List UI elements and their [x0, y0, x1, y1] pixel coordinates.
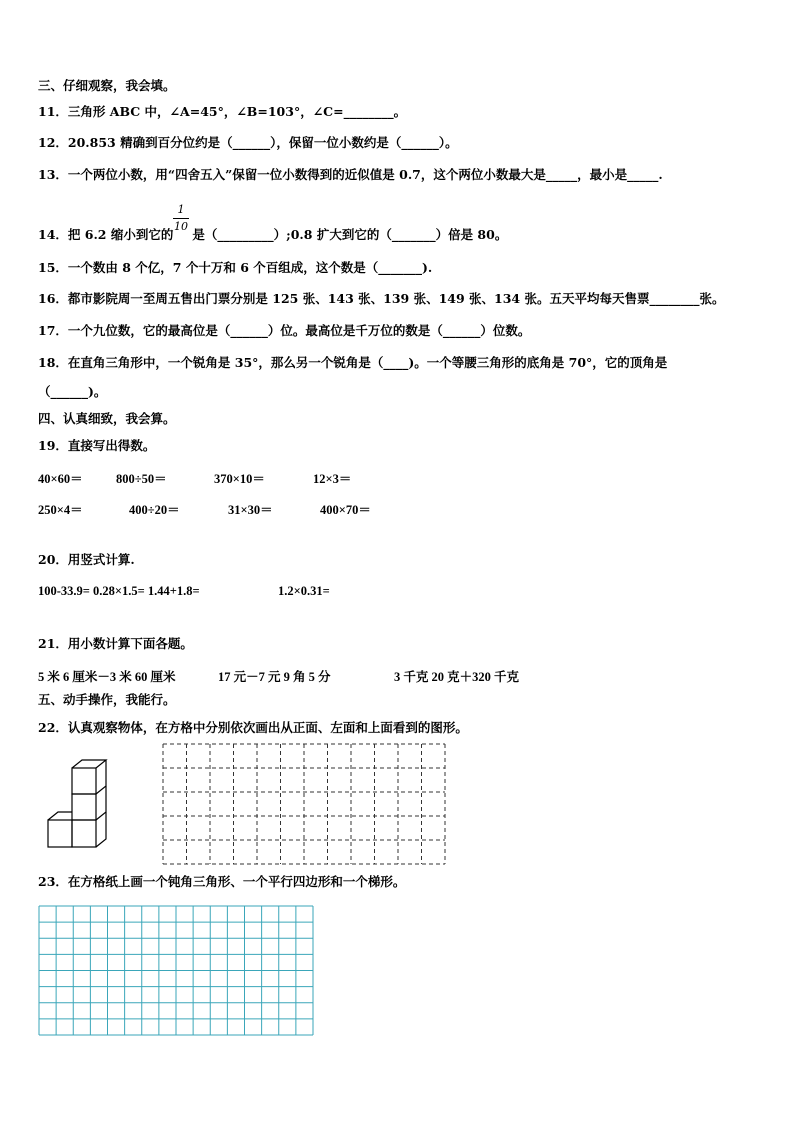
calc-item: 3 千克 20 克＋320 千克: [394, 670, 520, 684]
question-13: 13．一个两位小数，用“四舍五入”保留一位小数得到的近似值是 0.7，这个两位小数最大是_____，最小是_____.: [38, 167, 663, 182]
calc-item: 12×3＝: [313, 472, 352, 486]
calc-item: 100-33.9= 0.28×1.5= 1.44+1.8=: [38, 584, 200, 598]
calc-item: 40×60＝: [38, 472, 83, 486]
question-19-title: 19．直接写出得数。: [38, 438, 156, 453]
q14-fraction: [173, 203, 189, 233]
question-22: 22．认真观察物体，在方格中分别依次画出从正面、左面和上面看到的图形。: [38, 720, 468, 735]
question-15: 15．一个数由 8 个亿，7 个十万和 6 个百组成，这个数是（_______).: [38, 260, 433, 275]
question-18-line2: （______)。: [38, 384, 107, 399]
question-23: 23．在方格纸上画一个钝角三角形、一个平行四边形和一个梯形。: [38, 874, 406, 889]
question-12: 12．20.853 精确到百分位约是（______），保留一位小数约是（______）。: [38, 135, 458, 150]
calc-item: 17 元－7 元 9 角 5 分: [218, 670, 331, 684]
section-5-title: 五、动手操作，我能行。: [38, 692, 176, 707]
calc-item: 5 米 6 厘米－3 米 60 厘米: [38, 670, 176, 684]
fraction-numerator: 1: [177, 203, 185, 216]
square-grid-paper[interactable]: [38, 905, 314, 1036]
question-14: [38, 227, 507, 243]
calc-item: 1.2×0.31=: [278, 584, 330, 598]
stacked-cubes-figure: [44, 758, 134, 858]
question-17: 17．一个九位数，它的最高位是（______）位。最高位是千万位的数是（______）位数。: [38, 323, 531, 338]
question-18-line1: 18．在直角三角形中，一个锐角是 35°，那么另一个锐角是（____)。一个等腰三角形的底角是 70°，它的顶角是: [38, 355, 668, 370]
calc-item: 250×4＝: [38, 503, 83, 517]
section-4-title: 四、认真细致，我会算。: [38, 411, 176, 426]
calc-item: 370×10＝: [214, 472, 265, 486]
fraction-denominator: 10: [174, 220, 188, 233]
question-16: 16．都市影院周一至周五售出门票分别是 125 张、143 张、139 张、149 张、134 张。五天平均每天售票________张。: [38, 291, 725, 306]
calc-item: 800÷50＝: [116, 472, 167, 486]
question-20-title: 20．用竖式计算.: [38, 552, 135, 567]
question-21-title: 21．用小数计算下面各题。: [38, 636, 193, 651]
section-3-title: 三、仔细观察，我会填。: [38, 78, 176, 93]
calc-item: 31×30＝: [228, 503, 273, 517]
calc-item: 400÷20＝: [129, 503, 180, 517]
dashed-drawing-grid[interactable]: [162, 743, 446, 865]
q14-text-after: 是（_________）;0.8 扩大到它的（_______）倍是 80。: [192, 227, 508, 242]
calc-item: 400×70＝: [320, 503, 371, 517]
question-11: 11．三角形 ABC 中，∠A=45°，∠B=103°，∠C=________。: [38, 104, 407, 119]
q14-text-before: 14．把 6.2 缩小到它的: [38, 227, 174, 242]
